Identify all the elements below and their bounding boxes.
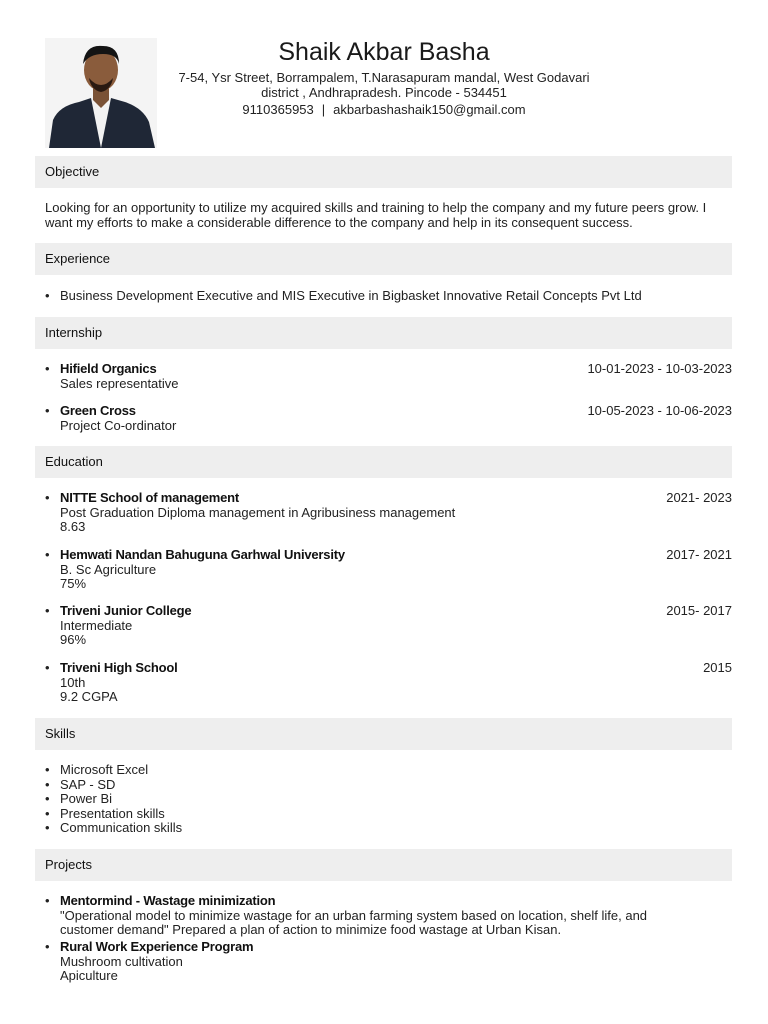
bullet-icon: • — [45, 660, 50, 675]
internship-company: Hifield Organics — [60, 361, 157, 376]
internship-role: Sales representative — [60, 375, 179, 391]
education-score: 96% — [60, 632, 87, 647]
header-info — [170, 36, 598, 118]
education-degree: B. Sc Agriculture — [60, 561, 157, 577]
bullet-icon: • — [45, 361, 50, 376]
section-experience-heading: Experience — [35, 243, 732, 275]
education-score: 75% — [60, 576, 87, 591]
internship-item — [45, 362, 732, 391]
experience-list — [45, 289, 732, 304]
education-institution: Triveni Junior College — [60, 603, 192, 618]
skill-item: • Presentation skills — [45, 807, 732, 822]
education-degree: Post Graduation Diploma management in Agribusiness management — [60, 504, 456, 520]
project-title: Rural Work Experience Program — [60, 939, 254, 954]
contact-line — [170, 102, 598, 118]
skill-item: • Power Bi — [45, 792, 732, 807]
education-date: 2015- 2017 — [666, 603, 732, 618]
bullet-icon: • — [45, 939, 50, 954]
contact-separator: | — [321, 102, 326, 117]
education-item — [45, 661, 732, 705]
project-title: Mentormind - Wastage minimization — [60, 893, 276, 908]
education-date: 2021- 2023 — [666, 490, 732, 505]
education-degree: 10th — [60, 674, 86, 690]
education-institution: NITTE School of management — [60, 490, 239, 505]
profile-photo — [45, 38, 157, 148]
candidate-name: Shaik Akbar Basha — [278, 38, 490, 66]
education-date: 2017- 2021 — [666, 547, 732, 562]
internship-date: 10-01-2023 - 10-03-2023 — [587, 361, 732, 376]
section-education-heading: Education — [35, 446, 732, 478]
project-detail: Apiculture — [60, 968, 118, 983]
education-item — [45, 491, 732, 535]
internship-date: 10-05-2023 - 10-06-2023 — [587, 403, 732, 418]
education-item — [45, 604, 732, 648]
address: 7-54, Ysr Street, Borrampalem, T.Narasapuram mandal, West Godavari district , Andhrapradesh. Pincode - 534451 — [178, 70, 590, 100]
bullet-icon: • — [45, 403, 50, 418]
skill-item: • Microsoft Excel — [45, 763, 732, 778]
phone-number: 9110365953 — [242, 102, 314, 117]
bullet-icon: • — [45, 490, 50, 505]
project-item — [45, 894, 732, 938]
project-detail: Mushroom cultivation — [60, 953, 183, 969]
project-description: "Operational model to minimize wastage for an urban farming system based on location, shelf life, and customer demand" Prepared a plan of action to minimize food wastage at Urban Kisan. — [60, 907, 648, 937]
section-internship-heading: Internship — [35, 317, 732, 349]
education-date: 2015 — [703, 660, 732, 675]
section-skills-heading: Skills — [35, 718, 732, 750]
objective-text: Looking for an opportunity to utilize my acquired skills and training to help the company and my future peers grow. I want my efforts to make a considerable difference to the company and help in its consequent success. — [45, 200, 707, 230]
education-score: 8.63 — [60, 519, 86, 534]
skills-list — [45, 763, 732, 836]
section-objective-heading: Objective — [35, 156, 732, 188]
email-address: akbarbashashaik150@gmail.com — [333, 102, 526, 117]
internship-role: Project Co-ordinator — [60, 417, 177, 433]
internship-company: Green Cross — [60, 403, 136, 418]
internship-item — [45, 404, 732, 433]
education-score: 9.2 CGPA — [60, 689, 118, 704]
person-photo-icon — [45, 38, 157, 148]
education-institution: Hemwati Nandan Bahuguna Garhwal University — [60, 547, 345, 562]
project-item — [45, 940, 732, 984]
education-degree: Intermediate — [60, 617, 133, 633]
section-projects-heading: Projects — [35, 849, 732, 881]
bullet-icon: • — [45, 893, 50, 908]
education-institution: Triveni High School — [60, 660, 178, 675]
skill-item: • Communication skills — [45, 821, 732, 836]
bullet-icon: • — [45, 547, 50, 562]
experience-item: • Business Development Executive and MIS Executive in Bigbasket Innovative Retail Concepts Pvt Ltd — [45, 289, 732, 304]
education-item — [45, 548, 732, 592]
skill-item: • SAP - SD — [45, 778, 732, 793]
bullet-icon: • — [45, 603, 50, 618]
